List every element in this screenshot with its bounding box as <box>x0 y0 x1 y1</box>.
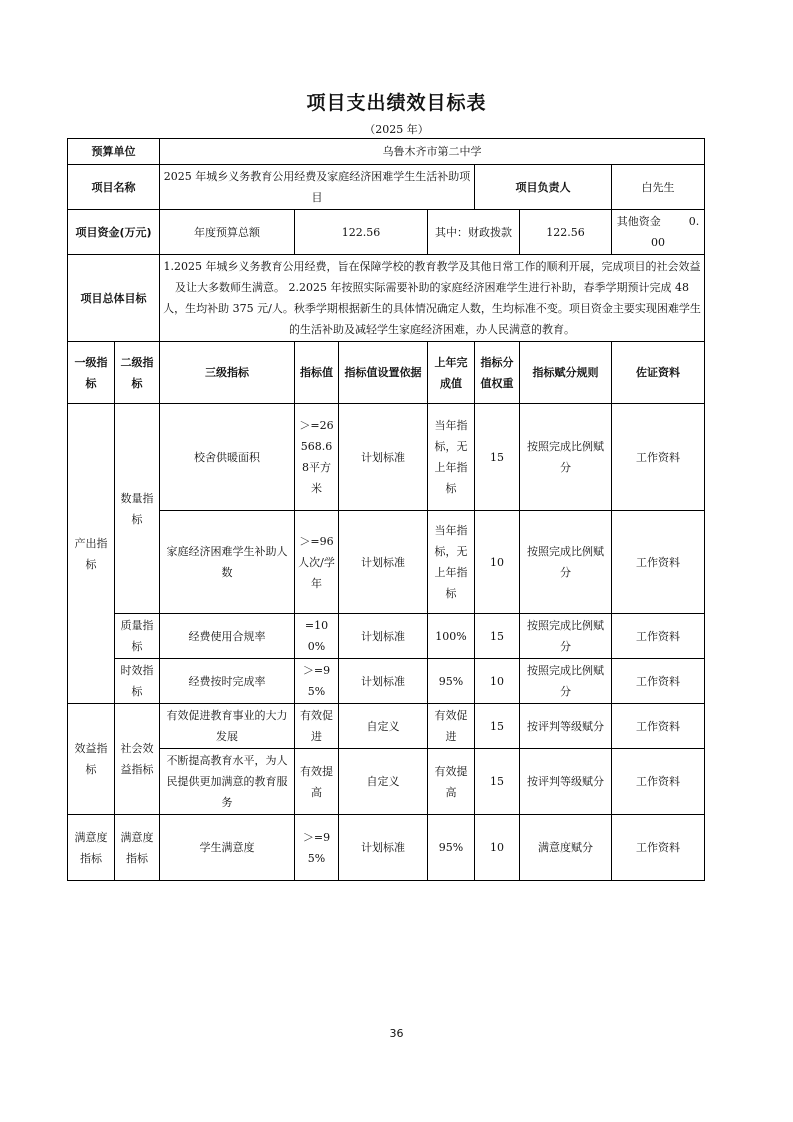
indicator-basis: 自定义 <box>339 749 428 815</box>
overall-goal-label: 项目总体目标 <box>68 255 160 342</box>
group-quality: 质量指标 <box>115 614 160 659</box>
indicator-rule: 满意度赋分 <box>520 815 612 881</box>
indicator-rule: 按照完成比例赋分 <box>520 511 612 614</box>
indicator-weight: 10 <box>475 659 520 704</box>
project-name-value: 2025 年城乡义务教育公用经费及家庭经济困难学生生活补助项目 <box>160 165 475 210</box>
project-leader-label: 项目负责人 <box>475 165 612 210</box>
header-level3: 三级指标 <box>160 342 295 404</box>
indicator-name: 经费按时完成率 <box>160 659 295 704</box>
indicator-evidence: 工作资料 <box>612 704 705 749</box>
indicator-weight: 15 <box>475 404 520 511</box>
indicator-basis: 计划标准 <box>339 815 428 881</box>
indicator-name: 学生满意度 <box>160 815 295 881</box>
fiscal-allocation-value: 122.56 <box>520 210 612 255</box>
indicator-prev: 100% <box>428 614 475 659</box>
page-number: 36 <box>389 1027 404 1040</box>
indicator-value: ＞=95% <box>295 815 339 881</box>
page-title: 项目支出绩效目标表 <box>306 92 487 114</box>
other-funds-cell <box>612 210 705 255</box>
indicator-evidence: 工作资料 <box>612 659 705 704</box>
group-satisfaction-level2: 满意度指标 <box>115 815 160 881</box>
group-benefit: 效益指标 <box>68 704 115 815</box>
header-level2: 二级指标 <box>115 342 160 404</box>
budget-unit-value: 乌鲁木齐市第二中学 <box>160 139 705 165</box>
indicator-name: 校舍供暖面积 <box>160 404 295 511</box>
annual-budget-label: 年度预算总额 <box>160 210 295 255</box>
indicator-weight: 15 <box>475 614 520 659</box>
indicator-evidence: 工作资料 <box>612 749 705 815</box>
performance-table <box>67 138 705 881</box>
budget-unit-label: 预算单位 <box>68 139 160 165</box>
indicator-rule: 按照完成比例赋分 <box>520 659 612 704</box>
year-label: （2025 年） <box>364 123 429 136</box>
indicator-basis: 自定义 <box>339 704 428 749</box>
indicator-weight: 10 <box>475 815 520 881</box>
indicator-evidence: 工作资料 <box>612 815 705 881</box>
header-weight: 指标分值权重 <box>475 342 520 404</box>
indicator-value: 有效提高 <box>295 749 339 815</box>
header-basis: 指标值设置依据 <box>339 342 428 404</box>
indicator-rule: 按评判等级赋分 <box>520 704 612 749</box>
indicator-basis: 计划标准 <box>339 404 428 511</box>
indicator-prev: 95% <box>428 659 475 704</box>
annual-budget-value: 122.56 <box>295 210 428 255</box>
indicator-basis: 计划标准 <box>339 659 428 704</box>
group-output: 产出指标 <box>68 404 115 704</box>
indicator-name: 家庭经济困难学生补助人数 <box>160 511 295 614</box>
group-social: 社会效益指标 <box>115 704 160 815</box>
header-rule: 指标赋分规则 <box>520 342 612 404</box>
indicator-prev: 当年指标，无上年指标 <box>428 404 475 511</box>
header-level1: 一级指标 <box>68 342 115 404</box>
other-funds-label: 其他资金 <box>616 215 661 228</box>
indicator-prev: 当年指标，无上年指标 <box>428 511 475 614</box>
group-satisfaction: 满意度指标 <box>68 815 115 881</box>
indicator-prev: 95% <box>428 815 475 881</box>
project-funds-label: 项目资金(万元) <box>68 210 160 255</box>
fiscal-allocation-label: 其中：财政拨款 <box>428 210 520 255</box>
indicator-value: ＞=96人次/学年 <box>295 511 339 614</box>
project-name-label: 项目名称 <box>68 165 160 210</box>
indicator-value: =100% <box>295 614 339 659</box>
indicator-value: ＞=95% <box>295 659 339 704</box>
indicator-rule: 按评判等级赋分 <box>520 749 612 815</box>
indicator-weight: 15 <box>475 704 520 749</box>
indicator-value: ＞=26568.68平方米 <box>295 404 339 511</box>
group-timeliness: 时效指标 <box>115 659 160 704</box>
indicator-value: 有效促进 <box>295 704 339 749</box>
indicator-evidence: 工作资料 <box>612 511 705 614</box>
indicator-name: 有效促进教育事业的大力发展 <box>160 704 295 749</box>
project-leader-value: 白先生 <box>612 165 705 210</box>
indicator-basis: 计划标准 <box>339 614 428 659</box>
indicator-weight: 10 <box>475 511 520 614</box>
indicator-basis: 计划标准 <box>339 511 428 614</box>
indicator-prev: 有效促进 <box>428 704 475 749</box>
indicator-name: 不断提高教育水平，为人民提供更加满意的教育服务 <box>160 749 295 815</box>
overall-goal-text: 1.2025 年城乡义务教育公用经费，旨在保障学校的教育教学及其他日常工作的顺利开展，完成项目的社会效益及让大多数师生满意。 2.2025 年按照实际需要补助的家庭经济困难学生进行补助，春季学期预计完成 48 人，生均补助 375 元/人。秋季学期根据新生的具体情况确定人数，生均标准不变。项目资金主要实现困难学生的生活补助及减轻学生家庭经济困难，办人民满意的教育。 <box>160 255 705 342</box>
other-funds-value: 0.00 <box>651 215 700 249</box>
indicator-prev: 有效提高 <box>428 749 475 815</box>
indicator-name: 经费使用合规率 <box>160 614 295 659</box>
header-value: 指标值 <box>295 342 339 404</box>
indicator-evidence: 工作资料 <box>612 404 705 511</box>
indicator-rule: 按照完成比例赋分 <box>520 614 612 659</box>
group-quantity: 数量指标 <box>115 404 160 614</box>
header-prev: 上年完成值 <box>428 342 475 404</box>
indicator-rule: 按照完成比例赋分 <box>520 404 612 511</box>
indicator-evidence: 工作资料 <box>612 614 705 659</box>
header-evidence: 佐证资料 <box>612 342 705 404</box>
indicator-weight: 15 <box>475 749 520 815</box>
